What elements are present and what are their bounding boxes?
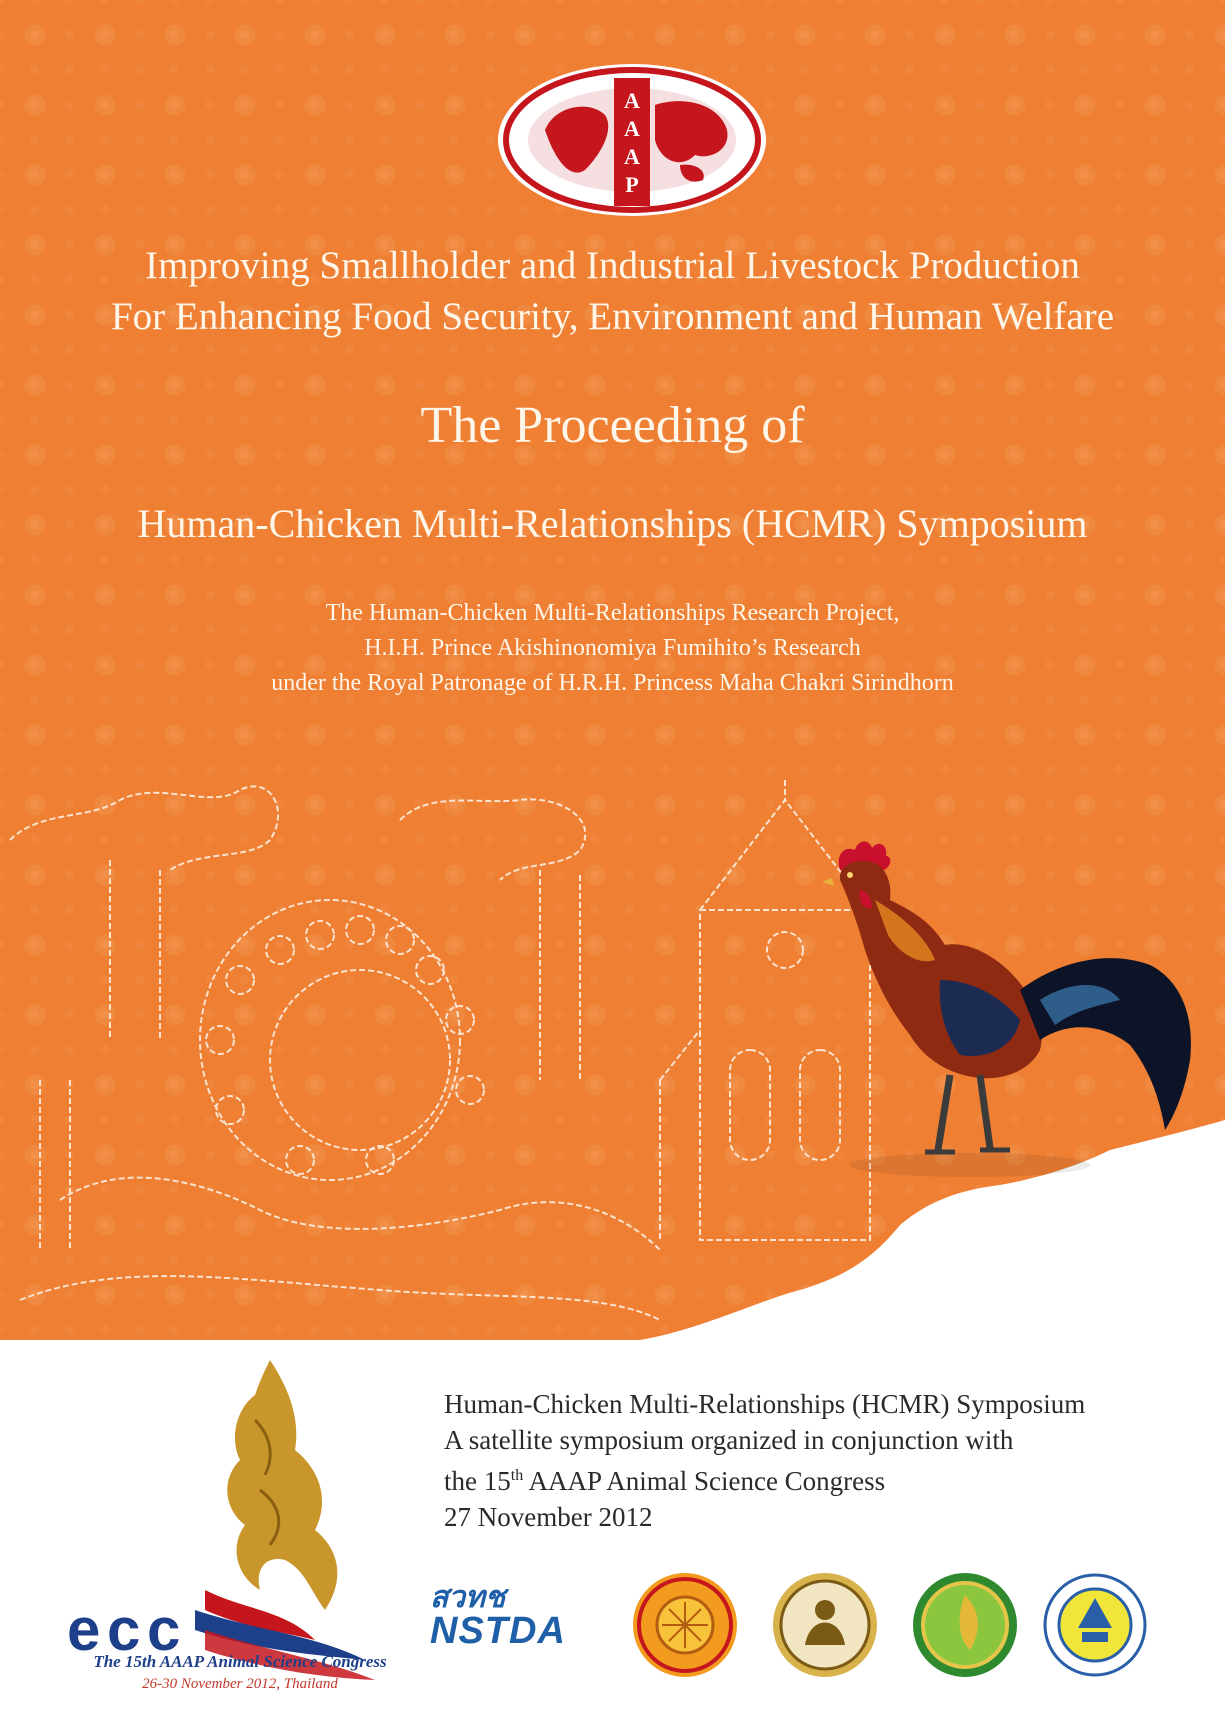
logo-letter-4: P [625,172,639,197]
project-text [0,596,1225,701]
info-line-3-sup: th [510,1467,524,1484]
nstda-thai-logo-text: สวทช [430,1580,506,1615]
green-seal-icon [910,1570,1020,1680]
info-line-3-prefix: the 15 [444,1466,511,1496]
theme-text [0,240,1225,342]
info-line-3-suffix: AAAP Animal Science Congress [523,1466,886,1496]
aaap-logo [495,60,770,220]
theme-line-1: Improving Smallholder and Industrial Livestock Production [145,244,1080,287]
congress-logo [55,1360,415,1700]
congress-date: 26-30 November 2012, Thailand [142,1676,338,1692]
rooster-image [820,830,1200,1190]
project-line-3: under the Royal Patronage of H.R.H. Princess Maha Chakri Sirindhorn [271,670,954,696]
orange-seal-icon [630,1570,740,1680]
livestock-department-seal-icon [770,1570,880,1680]
logo-letter-1: A [624,88,640,113]
info-line-3 [444,1458,1204,1499]
logo-letter-2: A [624,116,640,141]
svg-text:e: e [67,1596,101,1663]
info-line-1: Human-Chicken Multi-Relationships (HCMR) Symposium [444,1389,1086,1419]
blue-seal-icon [1040,1570,1150,1680]
project-line-1: The Human-Chicken Multi-Relationships Research Project, [325,600,900,626]
info-line-4: 27 November 2012 [444,1502,653,1532]
logo-letter-3: A [624,144,640,169]
sponsor-logos [430,1570,1210,1690]
symposium-info [444,1386,1204,1535]
svg-text:c: c [147,1596,181,1663]
theme-line-2: For Enhancing Food Security, Environment and Human Welfare [110,295,1115,338]
proceeding-heading: The Proceeding of [420,397,805,454]
symposium-title: Human-Chicken Multi-Relationships (HCMR) Symposium [137,501,1088,546]
congress-name: The 15th AAAP Animal Science Congress [93,1652,387,1671]
svg-text:c: c [107,1596,141,1663]
nstda-logo: NSTDA [430,1610,566,1652]
project-line-2: H.I.H. Prince Akishinonomiya Fumihito’s Research [364,635,861,661]
info-line-2: A satellite symposium organized in conjunction with [444,1425,1014,1455]
